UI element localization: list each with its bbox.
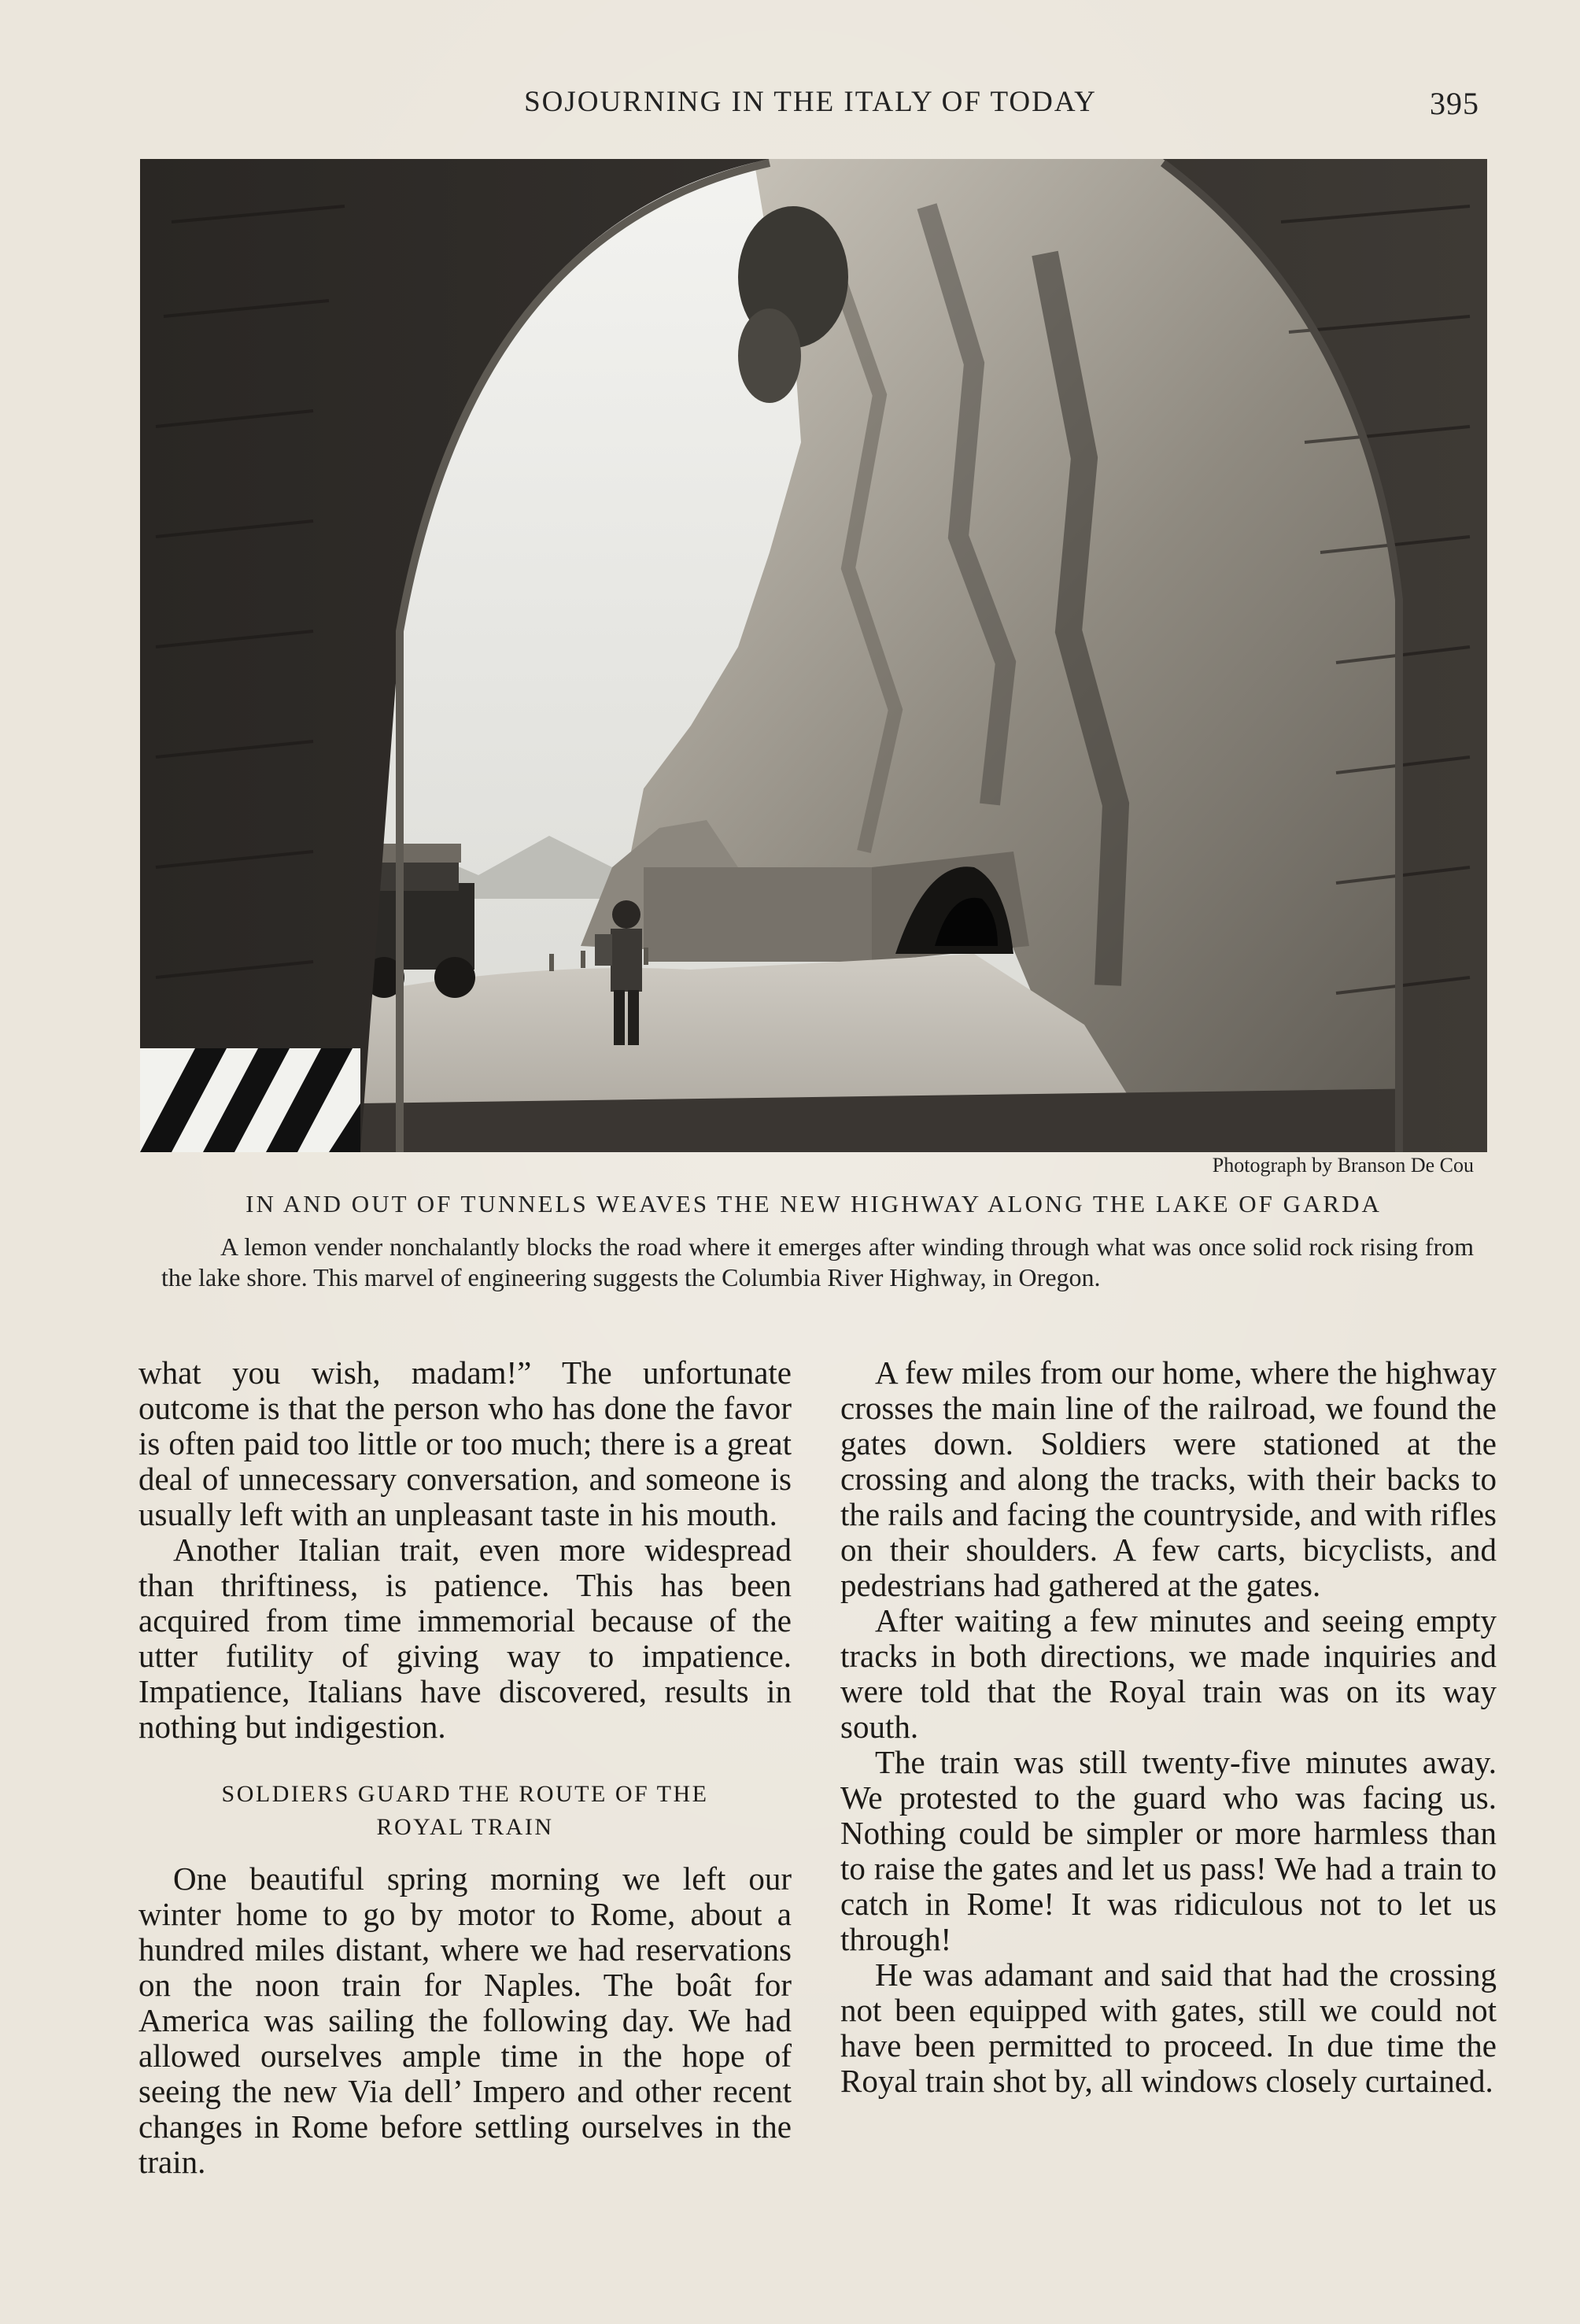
tunnel-photo-illustration	[140, 159, 1487, 1152]
caption-title: IN AND OUT OF TUNNELS WEAVES THE NEW HIGHWAY ALONG THE LAKE OF GARDA	[245, 1190, 1382, 1217]
subhead-line: SOLDIERS GUARD THE ROUTE OF THE	[221, 1781, 709, 1807]
paragraph: After waiting a few minutes and seeing empty tracks in both directions, we made inquiries and were told that the Royal train was on its way south.	[840, 1602, 1497, 1745]
running-head	[142, 85, 1479, 132]
tunnel-photograph	[140, 159, 1487, 1152]
right-column	[840, 1355, 1497, 2099]
paragraph: A few miles from our home, where the highway crosses the main line of the railroad, we found the gates down. Soldiers were stationed at the crossing and along the tracks, with their backs to the rails and facing the countryside, and with rifles on their shoulders. A few carts, bicyclists, and pedestrians had gathered at the gates.	[840, 1354, 1497, 1603]
page-number: 395	[1430, 86, 1479, 121]
section-subhead	[138, 1778, 792, 1844]
photo-credit: Photograph by Branson De Cou	[1212, 1154, 1474, 1177]
paragraph: One beautiful spring morning we left our winter home to go by motor to Rome, about a hundred miles distant, where we had reservations on the noon train for Naples. The boât for America was sailing the following day. We had allowed ourselves ample time in the hope of seeing the new Via dell’ Impero and other recent changes in Rome before settling ourselves in the train.	[138, 1860, 792, 2180]
left-column	[138, 1355, 792, 2180]
subhead-line: ROYAL TRAIN	[376, 1814, 554, 1840]
paragraph: The train was still twenty-five minutes away. We protested to the guard who was facing us. Nothing could be simpler or more harmless than to raise the gates and let us pass! We had a train to catch in Rome! It was ridiculous not to let us through!	[840, 1744, 1497, 1957]
running-title: SOJOURNING IN THE ITALY OF TODAY	[524, 86, 1097, 118]
paragraph: He was adamant and said that had the crossing not been equipped with gates, still we could not have been permitted to proceed. In due time the Royal train shot by, all windows closely curtained.	[840, 1956, 1497, 2099]
paragraph: Another Italian trait, even more widespread than thriftiness, is patience. This has been acquired from time immemorial because of the utter futility of giving way to impatience. Impatience, Italians have discovered, results in nothing but indigestion.	[138, 1531, 792, 1745]
paragraph: what you wish, madam!” The unfortunate outcome is that the person who has done the favor is often paid too little or too much; there is a great deal of unnecessary conversation, and someone is usually left with an unpleasant taste in his mouth.	[138, 1354, 792, 1532]
caption-text: A lemon vender nonchalantly blocks the road where it emerges after winding through what was once solid rock rising from the lake shore. This marvel of engineering suggests the Columbia River Highway, in Oregon.	[161, 1232, 1474, 1291]
